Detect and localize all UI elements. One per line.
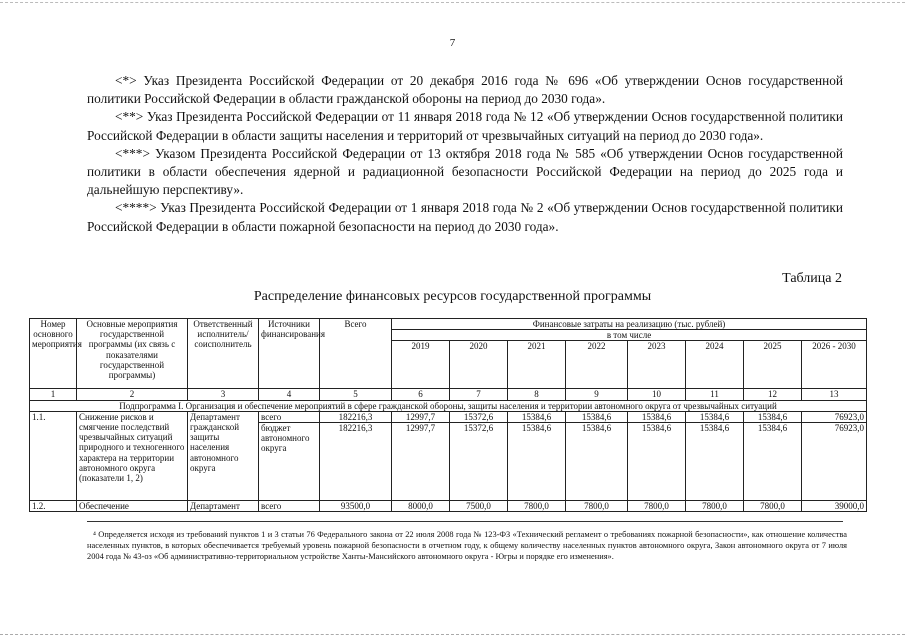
table-title: Распределение финансовых ресурсов государственной программы xyxy=(253,289,652,304)
row-year-value: 15384,6 xyxy=(566,423,628,501)
column-number: 13 xyxy=(802,389,867,400)
decree-note-4: <****> Указ Президента Российской Федерации от 1 января 2018 года № 2 «Об утверждении Основ государственной политики Российской Федерации в области пожарной безопасности на период до 2030 года». xyxy=(87,200,843,234)
row-year-value: 7500,0 xyxy=(450,501,508,512)
decree-note-3: <***> Указом Президента Российской Федерации от 13 октября 2018 года № 585 «Об утверждении Основ государственной политики в области обеспечения ядерной и радиационной безопасности Российской Федерации на период до 2025 года и дальнейшую перспективу». xyxy=(87,145,843,198)
column-number: 4 xyxy=(259,389,320,400)
row-year-value: 76923,0 xyxy=(802,411,867,422)
column-number: 6 xyxy=(392,389,450,400)
decree-notes xyxy=(87,72,843,236)
row-year-value: 8000,0 xyxy=(392,501,450,512)
column-number-row xyxy=(30,389,867,400)
row-year-value: 12997,7 xyxy=(392,423,450,501)
header-number: Номер основного мероприятия xyxy=(30,319,77,389)
row-year-value: 15372,6 xyxy=(450,411,508,422)
header-total: Всего xyxy=(320,319,392,389)
row-executor: Департамент xyxy=(188,501,259,512)
row-year-value: 7800,0 xyxy=(628,501,686,512)
row-activity: Обеспечение xyxy=(77,501,188,512)
header-year: 2026 - 2030 xyxy=(802,341,867,389)
finance-table xyxy=(29,318,867,512)
row-year-value: 15384,6 xyxy=(628,423,686,501)
column-number: 3 xyxy=(188,389,259,400)
row-total: 93500,0 xyxy=(320,501,392,512)
row-year-value: 39000,0 xyxy=(802,501,867,512)
column-number: 1 xyxy=(30,389,77,400)
row-year-value: 15372,6 xyxy=(450,423,508,501)
column-number: 2 xyxy=(77,389,188,400)
row-year-value: 7800,0 xyxy=(508,501,566,512)
column-number: 11 xyxy=(686,389,744,400)
row-executor: Департамент гражданской защиты населения автономного округа xyxy=(188,411,259,500)
table-row xyxy=(30,501,867,512)
header-executor: Ответственный исполнитель/соисполнитель xyxy=(188,319,259,389)
subprogram-title: Подпрограмма I. Организация и обеспечение мероприятий в сфере гражданской обороны, защиты населения и территории автономного округа от чрезвычайных ситуаций xyxy=(30,400,867,411)
row-total: 182216,3 xyxy=(320,411,392,422)
row-year-value: 15384,6 xyxy=(566,411,628,422)
subprogram-row xyxy=(30,400,867,411)
decree-note-1: <*> Указ Президента Российской Федерации от 20 декабря 2016 года № 696 «Об утверждении Основ государственной политики Российской Федерации в области гражданской обороны на период до 2030 года». xyxy=(87,73,843,107)
row-year-value: 15384,6 xyxy=(686,423,744,501)
row-year-value: 7800,0 xyxy=(686,501,744,512)
header-financial: Финансовые затраты на реализацию (тыс. рублей) xyxy=(392,319,867,330)
row-year-value: 15384,6 xyxy=(508,411,566,422)
row-year-value: 15384,6 xyxy=(744,423,802,501)
column-number: 12 xyxy=(744,389,802,400)
header-year: 2021 xyxy=(508,341,566,389)
footnote xyxy=(87,529,847,562)
row-year-value: 15384,6 xyxy=(744,411,802,422)
header-year: 2024 xyxy=(686,341,744,389)
page-number: 7 xyxy=(449,37,456,49)
row-source: всего xyxy=(259,411,320,422)
header-year: 2019 xyxy=(392,341,450,389)
footnote-text: ⁴ Определяется исходя из требований пунктов 1 и 3 статьи 76 Федерального закона от 22 июля 2008 года № 123-ФЗ «Технический регламент о требованиях пожарной безопасности», как отношение количества населенных пунктов, в которых обеспечивается требуемый уровень пожарной безопасности в отчетном году, к общему количеству населенных пунктов автономного округа, Закон автономного округа от 7 июля 2004 года № 43-оз «Об административно-территориальном устройстве Ханты-Мансийского автономного округа - Югры и порядке его изменения». xyxy=(87,530,847,561)
header-year: 2025 xyxy=(744,341,802,389)
decree-note-2: <**> Указ Президента Российской Федерации от 11 января 2018 года № 12 «Об утверждении Основ государственной политики Российской Федерации в области защиты населения и территорий от чрезвычайных ситуаций на период до 2030 года». xyxy=(87,109,843,143)
footnote-divider xyxy=(87,521,843,522)
column-number: 5 xyxy=(320,389,392,400)
row-source: всего xyxy=(259,501,320,512)
row-number: 1.2. xyxy=(30,501,77,512)
table-row xyxy=(30,411,867,422)
header-sources: Источники финансирования xyxy=(259,319,320,389)
header-year: 2022 xyxy=(566,341,628,389)
row-year-value: 7800,0 xyxy=(566,501,628,512)
row-year-value: 15384,6 xyxy=(686,411,744,422)
row-source: бюджет автономного округа xyxy=(259,423,320,501)
column-number: 10 xyxy=(628,389,686,400)
table-caption: Таблица 2 xyxy=(782,271,842,286)
row-year-value: 12997,7 xyxy=(392,411,450,422)
row-year-value: 15384,6 xyxy=(628,411,686,422)
header-including: в том числе xyxy=(392,330,867,341)
row-year-value: 15384,6 xyxy=(508,423,566,501)
row-number: 1.1. xyxy=(30,411,77,500)
column-number: 8 xyxy=(508,389,566,400)
scan-edge-bottom xyxy=(0,634,905,635)
header-row-1 xyxy=(30,319,867,330)
column-number: 9 xyxy=(566,389,628,400)
row-year-value: 76923,0 xyxy=(802,423,867,501)
header-year: 2020 xyxy=(450,341,508,389)
row-year-value: 7800,0 xyxy=(744,501,802,512)
header-activities: Основные мероприятия государственной программы (их связь с показателями государственной программы) xyxy=(77,319,188,389)
row-total: 182216,3 xyxy=(320,423,392,501)
scan-edge-top xyxy=(0,2,905,3)
header-year: 2023 xyxy=(628,341,686,389)
row-activity: Снижение рисков и смягчение последствий чрезвычайных ситуаций природного и техногенного характера на территории автономного округа (показатели 1, 2) xyxy=(77,411,188,500)
column-number: 7 xyxy=(450,389,508,400)
